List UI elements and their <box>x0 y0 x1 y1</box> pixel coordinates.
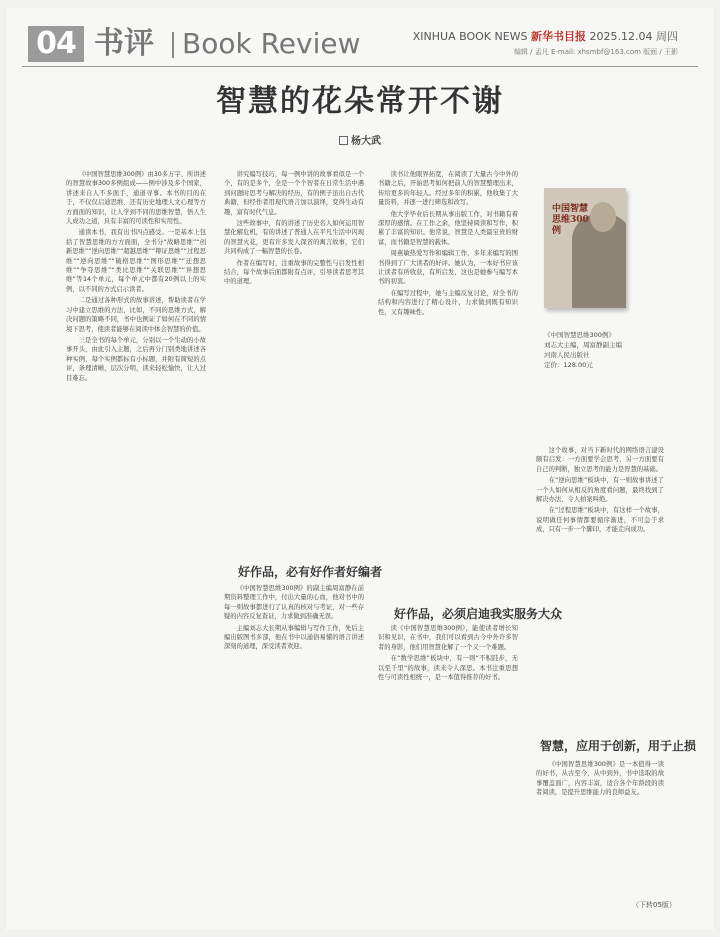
book-caption <box>544 330 622 370</box>
article-column-3 <box>378 170 518 590</box>
caption-line: 定价：128.00元 <box>544 361 593 369</box>
article-column-4 <box>536 446 664 726</box>
page-header <box>12 14 708 61</box>
page-number: 04 <box>28 26 84 62</box>
article-column-3b <box>378 624 518 910</box>
paragraph: 在编写过程中，她与主编反复讨论，对全书的结构和内容进行了精心设计，力求做到既有知识性，又有趣味性。 <box>378 289 518 316</box>
paragraph: 《中国智慧思维300例》的副主编周富静在前期资料整理工作中，付出大量的心血，他对书中的每一则故事都进行了认真的核对与考证，对一些存疑的内容反复查证，力求做到准确无误。 <box>224 585 364 621</box>
paragraph: 主编刘志大长期从事编辑与写作工作，先后主编出版图书多部，他在书中以通俗易懂的语言讲述深刻的道理，深受读者欢迎。 <box>224 624 364 651</box>
paragraph: 读书让他眼界拓宽，在阅读了大量古今中外的书籍之后，开始思考如何把前人的智慧整理出来，传给更多的年轻人。经过多年的积累，他收集了大量资料，并逐一进行筛选和改写。 <box>378 171 518 207</box>
author-box-icon <box>339 136 348 145</box>
paragraph: 三是全书的每个单元，分别以一个生动的小故事开头，由此引入主题，之后再分门别类地讲述各种实例，每个实例都标有小标题，并附有简短的点评，条理清晰，层次分明，读来轻松愉快，让人过目难忘。 <box>66 336 206 382</box>
book-cover-image <box>544 188 626 308</box>
article-column-2 <box>224 170 364 550</box>
caption-line: 《中国智慧思维300例》 <box>544 331 615 339</box>
author-name: 杨大武 <box>351 136 381 147</box>
article-column-2b <box>224 584 364 910</box>
book-cover-title: 中国智慧思维300例 <box>552 204 589 236</box>
article-title: 智慧的花朵常开不谢 <box>216 84 504 119</box>
cover-figure-head <box>590 202 616 232</box>
masthead <box>413 30 678 44</box>
paragraph: 周燕敏热爱写作和编辑工作，多年来编写的图书得到了广大读者的好评。她认为，一本好书应该让读者有所收获，有所启发，这也是她参与编写本书的初衷。 <box>378 250 518 286</box>
caption-line: 刘志大主编，周富静副主编 <box>544 341 622 349</box>
caption-line: 河南人民出版社 <box>544 351 590 359</box>
paragraph: 读《中国智慧思维300例》，能使读者增长知识和见识，在书中，我们可以看到古今中外许多智者的身影，他们用智慧化解了一个又一个难题。 <box>378 625 518 651</box>
subheading-3: 智慧，应用于创新，用于止损 <box>540 739 697 753</box>
paragraph: 二是通过各种形式的故事讲述，帮助读者在学习中建立思维的方法，比如，不同的思维方式，解决问题的策略不同，书中也例证了如何在不同的情境下思考，使读者能够在阅读中体会智慧的价值。 <box>66 297 206 333</box>
paragraph: 《中国智慧思维300例》由30多万字、所讲述的智慧故事300多例组成——例中涉及多个国家，讲述来自人不多面手，通道寻事。本书的目的在于，不仅仅启迪思维、还有历史地理人文心理等方方面面的知识，让人学到不同的思维智慧，悟人生人成功之道，具有丰富的可读性和实用性。 <box>66 171 206 226</box>
column-title-cn: 书评 <box>94 26 154 61</box>
paragraph: 在“数学思维”板块中，有一则“不积跬步，无以至千里”的故事，读来令人深思。本书注重思想性与可读性相统一，是一本值得推荐的好书。 <box>378 655 518 682</box>
newspaper-page <box>6 8 714 930</box>
header-rule <box>22 66 698 67</box>
subheading-1: 好作品，必有好作者好编者 <box>238 565 383 579</box>
column-divider <box>172 32 174 58</box>
subheading-2: 好作品，必须启迪我实服务大众 <box>394 607 563 621</box>
paragraph: 讲究编写技巧，每一例中讲的故事看似是一个个，有的是多个，全是一个个智者在日常生活中遇到问题时思考与解决的经历，有的例子虽出自古代典籍，但经作者用现代语言加以演绎，变得生动有趣，富有时代气息。 <box>224 171 364 216</box>
issue-date: 2025.12.04 周四 <box>589 30 678 43</box>
continued-note: （下转05版） <box>632 901 676 909</box>
article-column-4b <box>536 760 664 910</box>
paragraph: 这个故事，对当下新时代的网络语言建设颇有启发：一方面要学会思考，另一方面要有自己的判断，独立思考的能力是智慧的基础。 <box>536 447 664 473</box>
editor-line: 编辑 / 孟凡 E-mail: xhsmbf@163.com 版面 / 王影 <box>513 48 678 56</box>
column-title-en: Book Review <box>182 27 361 60</box>
paragraph: 这些故事中，有的讲述了历史名人如何运用智慧化解危机，有的讲述了普通人在平凡生活中闪现的智慧火花，更有许多发人深省的寓言故事，它们共同构成了一幅智慧的长卷。 <box>224 220 364 256</box>
masthead-cn: 新华书目报 <box>531 30 587 43</box>
article-author <box>6 136 714 148</box>
paragraph: 通读本书，我有出书四点感受。一是基本上包括了智慧思维的方方面面，全书分“战略思维”“创新思维”“逆向思维”“超越思维”“辩证思维”“过程思维”“逆向思维”“破格思维”“图形思维”“迁想思维”“争夺思维”“类比思维”“关联思维”“异想思维”等14个单元，每个单元中都有20例以上的实例，以不同的方式启示读者。 <box>66 229 206 293</box>
paragraph: 在“逆向思维”板块中，有一则故事讲述了一个人如何从相反的角度看问题，最终找到了解决办法，令人拍案叫绝。 <box>536 477 664 504</box>
paragraph: 《中国智慧思维300例》是一本值得一读的好书，从古至今，从中到外，书中选取的故事覆盖面广，内容丰富，适合各个年龄段的读者阅读，是提升思维能力的良师益友。 <box>536 761 664 797</box>
masthead-en: XINHUA BOOK NEWS <box>412 30 528 43</box>
article-column-1 <box>66 170 206 910</box>
paragraph: 在“过程思维”板块中，有这样一个故事，说明做任何事情都要循序渐进，不可急于求成，只有一步一个脚印，才能走向成功。 <box>536 507 664 534</box>
paragraph: 作者在编写时，注重故事的完整性与启发性相结合，每个故事后面都附有点评，引导读者思考其中的道理。 <box>224 259 364 286</box>
paragraph: 他大学毕业后长期从事出版工作，对书籍有着深厚的感情。在工作之余，他坚持阅读和写作，积累了丰富的知识。他常说，智慧是人类最宝贵的财富，而书籍是智慧的载体。 <box>378 210 518 246</box>
